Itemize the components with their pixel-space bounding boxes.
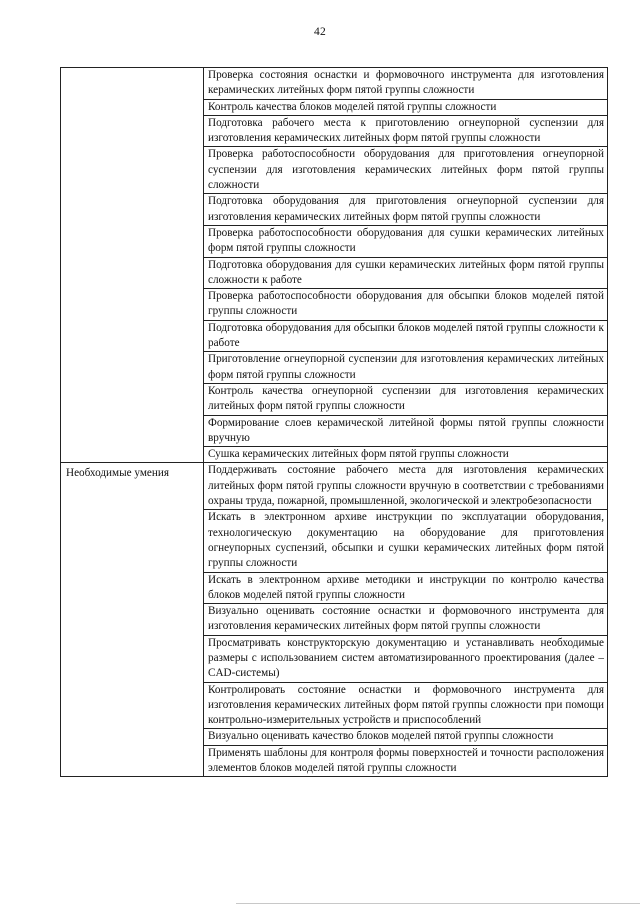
requirements-table [60,67,608,777]
row-content-cell [204,463,608,777]
list-item: Проверка состояния оснастки и формовочного инструмента для изготовления керамических литейных форм пятой группы сложности [208,69,604,97]
list-item: Применять шаблоны для контроля формы поверхностей и точности расположения элементов блоков моделей пятой группы сложности [204,745,607,777]
table-row-skills [61,463,608,777]
list-item: Контролировать состояние оснастки и формовочного инструмента для изготовления керамических литейных форм пятой группы сложности при помощи контрольно-измерительных устройств и приспособлений [204,682,607,729]
list-item: Визуально оценивать состояние оснастки и формовочного инструмента для изготовления керамических литейных форм пятой группы сложности [204,603,607,635]
list-item: Искать в электронном архиве инструкции по эксплуатации оборудования, технологическую документацию на оборудование для приготовления огнеупорных суспензий, обсыпки и сушки керамических литейных форм пятой группы сложности [204,509,607,571]
row-label: Необходимые умения [66,467,169,480]
list-item: Визуально оценивать качество блоков моделей пятой группы сложности [204,728,607,744]
table-row-actions [61,68,608,463]
row-label [61,68,203,71]
list-item: Формирование слоев керамической литейной формы пятой группы сложности вручную [204,415,607,447]
list-item: Просматривать конструкторскую документацию и устанавливать необходимые размеры с использованием систем автоматизированного проектирования (далее – CAD-системы) [204,635,607,682]
list-item: Проверка работоспособности оборудования для обсыпки блоков моделей пятой группы сложности [204,288,607,320]
list-item: Контроль качества огнеупорной суспензии для изготовления керамических литейных форм пятой группы сложности [204,383,607,415]
row-content-cell [204,68,608,463]
page-number: 42 [314,26,326,38]
list-item: Проверка работоспособности оборудования для приготовления огнеупорной суспензии для изготовления керамических литейных форм пятой группы сложности [204,146,607,193]
row-label-cell [61,463,204,777]
list-item: Сушка керамических литейных форм пятой группы сложности [204,446,607,462]
list-item: Подготовка оборудования для сушки керамических литейных форм пятой группы сложности к работе [204,257,607,289]
list-item: Подготовка оборудования для обсыпки блоков моделей пятой группы сложности к работе [204,320,607,352]
list-item: Искать в электронном архиве методики и инструкции по контролю качества блоков моделей пятой группы сложности [204,572,607,604]
scan-edge-line [236,903,640,904]
list-item: Подготовка оборудования для приготовления огнеупорной суспензии для изготовления керамических литейных форм пятой группы сложности [204,193,607,225]
list-item: Контроль качества блоков моделей пятой группы сложности [204,99,607,115]
list-item: Поддерживать состояние рабочего места для изготовления керамических литейных форм пятой группы сложности вручную в соответствии с требованиями охраны труда, пожарной, промышленной, экологической и электробезопасности [208,464,604,508]
list-item: Приготовление огнеупорной суспензии для изготовления керамических литейных форм пятой группы сложности [204,351,607,383]
list-item: Подготовка рабочего места к приготовлению огнеупорной суспензии для изготовления керамических литейных форм пятой группы сложности [204,115,607,147]
list-item: Проверка работоспособности оборудования для сушки керамических литейных форм пятой группы сложности [204,225,607,257]
row-label-cell [61,68,204,463]
